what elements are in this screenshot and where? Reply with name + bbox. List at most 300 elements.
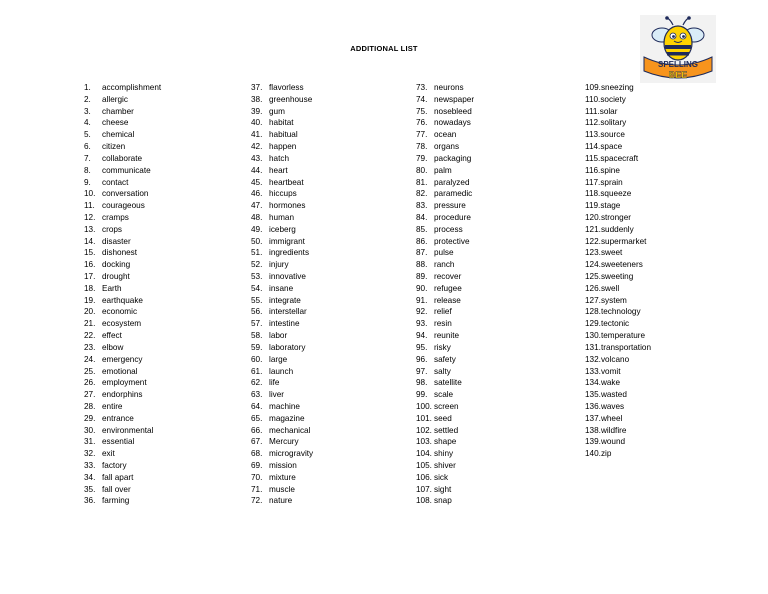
item-number: 11. bbox=[84, 201, 95, 211]
list-item bbox=[416, 129, 474, 141]
item-word: waves bbox=[600, 401, 625, 411]
item-word: release bbox=[434, 295, 461, 305]
list-item bbox=[585, 117, 651, 129]
item-word: snap bbox=[434, 496, 452, 506]
list-item bbox=[251, 448, 313, 460]
list-item bbox=[585, 212, 651, 224]
item-word: essential bbox=[102, 437, 135, 447]
item-word: settled bbox=[434, 425, 459, 435]
list-item bbox=[251, 165, 313, 177]
item-word: life bbox=[269, 378, 280, 388]
list-item bbox=[84, 460, 161, 472]
item-number: 70. bbox=[251, 472, 263, 482]
item-number: 9. bbox=[84, 177, 91, 187]
item-word: protective bbox=[434, 236, 470, 246]
list-item bbox=[416, 389, 474, 401]
list-item bbox=[251, 495, 313, 507]
list-item bbox=[84, 165, 161, 177]
list-item bbox=[251, 342, 313, 354]
item-word: innovative bbox=[269, 272, 306, 281]
list-item bbox=[251, 212, 313, 224]
item-number: 3. bbox=[84, 106, 91, 116]
list-item bbox=[84, 448, 161, 460]
item-number: 136. bbox=[585, 401, 601, 411]
list-item bbox=[585, 177, 651, 189]
item-number: 140. bbox=[585, 449, 601, 459]
list-item bbox=[84, 342, 161, 354]
word-column-1 bbox=[84, 82, 161, 507]
list-item bbox=[585, 129, 651, 141]
item-number: 35. bbox=[84, 484, 96, 494]
item-number: 68. bbox=[251, 449, 263, 459]
item-word: wound bbox=[600, 437, 626, 447]
item-word: space bbox=[600, 142, 623, 152]
item-word: farming bbox=[102, 496, 130, 506]
item-number: 39. bbox=[251, 106, 263, 116]
item-word: solar bbox=[599, 106, 618, 116]
item-number: 117. bbox=[585, 177, 601, 187]
item-number: 56. bbox=[251, 307, 263, 317]
list-item bbox=[84, 401, 161, 413]
item-word: zip bbox=[600, 449, 612, 459]
item-word: source bbox=[600, 130, 625, 140]
item-word: exit bbox=[102, 449, 115, 459]
item-word: safety bbox=[434, 354, 456, 364]
list-item bbox=[84, 330, 161, 342]
item-number: 133. bbox=[585, 366, 601, 376]
item-word: fall apart bbox=[102, 472, 134, 482]
list-item bbox=[585, 141, 651, 153]
item-number: 4. bbox=[84, 118, 91, 128]
logo-text-spelling: SPELLING bbox=[657, 60, 699, 69]
list-item bbox=[416, 165, 474, 177]
item-word: heart bbox=[269, 165, 288, 175]
item-word: wasted bbox=[600, 390, 627, 400]
item-number: 99. bbox=[416, 390, 428, 400]
list-item bbox=[84, 259, 161, 271]
item-word: nowadays bbox=[434, 118, 471, 128]
item-word: earthquake bbox=[102, 295, 143, 305]
list-item bbox=[585, 377, 651, 389]
item-word: crops bbox=[102, 224, 123, 234]
list-item bbox=[416, 259, 474, 271]
item-word: chemical bbox=[102, 130, 135, 140]
item-number: 38. bbox=[251, 94, 263, 104]
list-item bbox=[251, 259, 313, 271]
list-item bbox=[84, 366, 161, 378]
list-item bbox=[251, 224, 313, 236]
item-word: mission bbox=[269, 461, 297, 470]
item-word: stronger bbox=[600, 212, 631, 222]
list-item bbox=[251, 129, 313, 141]
item-word: docking bbox=[102, 260, 131, 270]
list-item bbox=[416, 472, 474, 484]
list-item bbox=[84, 318, 161, 330]
item-word: contact bbox=[102, 177, 129, 187]
item-number: 87. bbox=[416, 248, 428, 258]
item-word: sneezing bbox=[600, 83, 634, 92]
item-word: accomplishment bbox=[102, 83, 162, 92]
list-item bbox=[416, 153, 474, 165]
item-number: 78. bbox=[416, 142, 428, 152]
list-item bbox=[251, 318, 313, 330]
item-number: 15. bbox=[84, 248, 96, 258]
item-number: 82. bbox=[416, 189, 428, 199]
item-number: 74. bbox=[416, 94, 428, 104]
item-number: 54. bbox=[251, 283, 263, 293]
item-word: machine bbox=[269, 401, 300, 411]
item-word: vomit bbox=[600, 366, 621, 376]
item-word: cheese bbox=[102, 118, 129, 128]
item-number: 50. bbox=[251, 236, 263, 246]
item-word: seed bbox=[434, 413, 452, 423]
item-number: 94. bbox=[416, 331, 428, 341]
item-number: 86. bbox=[416, 236, 428, 246]
item-number: 134. bbox=[585, 378, 601, 388]
list-item bbox=[416, 436, 474, 448]
item-number: 109. bbox=[585, 83, 601, 92]
item-word: spine bbox=[600, 165, 620, 175]
list-item bbox=[251, 401, 313, 413]
item-word: sick bbox=[434, 472, 449, 482]
list-item bbox=[585, 342, 651, 354]
item-word: sight bbox=[434, 484, 452, 494]
item-number: 32. bbox=[84, 449, 96, 459]
list-item bbox=[251, 94, 313, 106]
item-word: resin bbox=[434, 319, 452, 329]
item-number: 130. bbox=[585, 331, 601, 341]
item-number: 29. bbox=[84, 413, 96, 423]
item-word: labor bbox=[269, 331, 288, 341]
item-word: pressure bbox=[434, 201, 466, 211]
item-word: liver bbox=[269, 390, 285, 400]
item-word: emergency bbox=[102, 354, 143, 364]
list-item bbox=[416, 106, 474, 118]
item-number: 97. bbox=[416, 366, 428, 376]
item-number: 46. bbox=[251, 189, 263, 199]
item-word: Mercury bbox=[269, 437, 299, 447]
list-item bbox=[416, 117, 474, 129]
item-number: 23. bbox=[84, 342, 96, 352]
item-word: entire bbox=[102, 401, 123, 411]
list-item bbox=[416, 460, 474, 472]
item-word: injury bbox=[269, 260, 289, 270]
list-item bbox=[251, 460, 313, 472]
item-word: happen bbox=[269, 142, 297, 152]
list-item bbox=[416, 247, 474, 259]
item-number: 115. bbox=[585, 153, 601, 163]
list-item bbox=[416, 495, 474, 507]
item-word: technology bbox=[600, 307, 641, 317]
list-item bbox=[585, 436, 651, 448]
item-number: 120. bbox=[585, 212, 601, 222]
list-item bbox=[84, 377, 161, 389]
item-number: 110. bbox=[585, 94, 601, 104]
word-column-3 bbox=[416, 82, 474, 507]
item-number: 104. bbox=[416, 449, 432, 459]
list-item bbox=[251, 354, 313, 366]
item-word: elbow bbox=[102, 342, 124, 352]
list-item bbox=[84, 212, 161, 224]
item-word: recover bbox=[434, 272, 462, 281]
item-number: 85. bbox=[416, 224, 428, 234]
item-number: 121. bbox=[585, 224, 601, 234]
list-item bbox=[251, 177, 313, 189]
list-item bbox=[84, 82, 161, 94]
item-number: 88. bbox=[416, 260, 428, 270]
list-item bbox=[251, 366, 313, 378]
item-word: hatch bbox=[269, 153, 290, 163]
list-item bbox=[416, 342, 474, 354]
item-word: habitual bbox=[269, 130, 298, 140]
word-column-2 bbox=[251, 82, 313, 507]
item-number: 132. bbox=[585, 354, 601, 364]
item-number: 83. bbox=[416, 201, 428, 211]
item-word: reunite bbox=[434, 331, 460, 341]
item-word: communicate bbox=[102, 165, 151, 175]
item-word: society bbox=[600, 94, 626, 104]
list-item bbox=[416, 354, 474, 366]
item-number: 125. bbox=[585, 272, 601, 281]
item-word: sweet bbox=[600, 248, 623, 258]
item-number: 47. bbox=[251, 201, 263, 211]
list-item bbox=[84, 436, 161, 448]
item-number: 16. bbox=[84, 260, 96, 270]
item-number: 26. bbox=[84, 378, 96, 388]
item-number: 131. bbox=[585, 342, 601, 352]
item-word: procedure bbox=[434, 212, 471, 222]
list-item bbox=[416, 366, 474, 378]
item-word: flavorless bbox=[269, 83, 304, 92]
item-number: 139. bbox=[585, 437, 601, 447]
item-word: hormones bbox=[269, 201, 306, 211]
item-number: 12. bbox=[84, 212, 96, 222]
item-word: heartbeat bbox=[269, 177, 304, 187]
list-item bbox=[84, 94, 161, 106]
list-item bbox=[84, 306, 161, 318]
item-number: 57. bbox=[251, 319, 263, 329]
list-item bbox=[251, 188, 313, 200]
item-number: 33. bbox=[84, 461, 96, 470]
item-number: 2. bbox=[84, 94, 91, 104]
item-number: 95. bbox=[416, 342, 428, 352]
item-word: iceberg bbox=[269, 224, 296, 234]
item-number: 105. bbox=[416, 461, 432, 470]
item-number: 34. bbox=[84, 472, 96, 482]
item-word: citizen bbox=[102, 142, 126, 152]
list-item bbox=[251, 82, 313, 94]
item-number: 112. bbox=[585, 118, 601, 128]
item-number: 100. bbox=[416, 401, 432, 411]
item-word: stage bbox=[600, 201, 621, 211]
item-number: 138. bbox=[585, 425, 601, 435]
item-word: scale bbox=[434, 390, 454, 400]
list-item bbox=[251, 247, 313, 259]
list-item bbox=[84, 472, 161, 484]
item-number: 13. bbox=[84, 224, 96, 234]
item-number: 135. bbox=[585, 390, 601, 400]
item-word: mixture bbox=[269, 472, 296, 482]
list-item bbox=[84, 129, 161, 141]
spelling-bee-logo bbox=[640, 15, 716, 83]
item-word: risky bbox=[434, 342, 451, 352]
item-number: 14. bbox=[84, 236, 96, 246]
item-number: 30. bbox=[84, 425, 96, 435]
item-number: 7. bbox=[84, 153, 91, 163]
item-number: 40. bbox=[251, 118, 263, 128]
item-word: effect bbox=[102, 331, 122, 341]
list-item bbox=[84, 177, 161, 189]
item-word: fall over bbox=[102, 484, 131, 494]
item-word: intestine bbox=[269, 319, 300, 329]
item-number: 62. bbox=[251, 378, 263, 388]
item-number: 106. bbox=[416, 472, 432, 482]
item-word: conversation bbox=[102, 189, 149, 199]
item-number: 49. bbox=[251, 224, 263, 234]
item-number: 122. bbox=[585, 236, 601, 246]
list-item bbox=[84, 271, 161, 283]
item-number: 69. bbox=[251, 461, 263, 470]
list-item bbox=[251, 389, 313, 401]
item-word: organs bbox=[434, 142, 460, 152]
item-number: 79. bbox=[416, 153, 428, 163]
item-number: 25. bbox=[84, 366, 96, 376]
item-number: 53. bbox=[251, 272, 263, 281]
list-item bbox=[585, 153, 651, 165]
item-word: collaborate bbox=[102, 153, 143, 163]
list-item bbox=[585, 330, 651, 342]
item-number: 119. bbox=[585, 201, 601, 211]
item-word: shiver bbox=[434, 461, 456, 470]
item-number: 116. bbox=[585, 165, 601, 175]
list-item bbox=[251, 117, 313, 129]
item-number: 71. bbox=[251, 484, 263, 494]
item-word: swell bbox=[600, 283, 620, 293]
list-item bbox=[585, 306, 651, 318]
item-number: 45. bbox=[251, 177, 263, 187]
list-item bbox=[84, 153, 161, 165]
item-word: economic bbox=[102, 307, 138, 317]
item-number: 18. bbox=[84, 283, 96, 293]
item-word: process bbox=[434, 224, 463, 234]
item-number: 72. bbox=[251, 496, 263, 506]
item-word: drought bbox=[102, 272, 130, 281]
item-number: 51. bbox=[251, 248, 263, 258]
item-number: 76. bbox=[416, 118, 428, 128]
list-item bbox=[251, 436, 313, 448]
item-number: 17. bbox=[84, 272, 96, 281]
item-number: 126. bbox=[585, 283, 601, 293]
list-item bbox=[416, 212, 474, 224]
item-number: 113. bbox=[585, 130, 601, 140]
item-number: 93. bbox=[416, 319, 428, 329]
item-number: 61. bbox=[251, 366, 263, 376]
list-item bbox=[416, 413, 474, 425]
item-word: tectonic bbox=[600, 319, 630, 329]
item-number: 21. bbox=[84, 319, 96, 329]
item-word: Earth bbox=[102, 283, 122, 293]
list-item bbox=[416, 177, 474, 189]
list-item bbox=[84, 413, 161, 425]
item-word: entrance bbox=[102, 413, 134, 423]
item-number: 58. bbox=[251, 331, 263, 341]
page-title: ADDITIONAL LIST bbox=[350, 44, 418, 53]
list-item bbox=[84, 484, 161, 496]
list-item bbox=[585, 106, 651, 118]
item-word: satellite bbox=[434, 378, 462, 388]
item-number: 84. bbox=[416, 212, 428, 222]
item-number: 5. bbox=[84, 130, 91, 140]
item-word: large bbox=[269, 354, 288, 364]
item-word: paramedic bbox=[434, 189, 473, 199]
item-word: wildfire bbox=[600, 425, 627, 435]
list-item bbox=[416, 318, 474, 330]
item-word: greenhouse bbox=[269, 94, 313, 104]
item-word: microgravity bbox=[269, 449, 314, 459]
item-word: palm bbox=[434, 165, 452, 175]
item-number: 66. bbox=[251, 425, 263, 435]
item-word: endorphins bbox=[102, 390, 143, 400]
list-item bbox=[416, 295, 474, 307]
list-item bbox=[84, 200, 161, 212]
list-item bbox=[251, 236, 313, 248]
item-word: volcano bbox=[600, 354, 630, 364]
word-column-4 bbox=[585, 82, 651, 460]
item-number: 124. bbox=[585, 260, 601, 270]
list-item bbox=[84, 236, 161, 248]
list-item bbox=[416, 283, 474, 295]
list-item bbox=[251, 153, 313, 165]
item-number: 101. bbox=[416, 413, 432, 423]
item-number: 19. bbox=[84, 295, 96, 305]
item-number: 60. bbox=[251, 354, 263, 364]
list-item bbox=[84, 495, 161, 507]
item-number: 41. bbox=[251, 130, 263, 140]
item-number: 73. bbox=[416, 83, 428, 92]
item-word: disaster bbox=[102, 236, 131, 246]
item-word: muscle bbox=[269, 484, 295, 494]
item-number: 63. bbox=[251, 390, 263, 400]
item-word: ecosystem bbox=[102, 319, 142, 329]
list-item bbox=[251, 377, 313, 389]
item-word: insane bbox=[269, 283, 294, 293]
list-item bbox=[251, 306, 313, 318]
list-item bbox=[585, 247, 651, 259]
item-word: interstellar bbox=[269, 307, 307, 317]
list-item bbox=[251, 472, 313, 484]
item-word: nosebleed bbox=[434, 106, 472, 116]
list-item bbox=[416, 330, 474, 342]
list-item bbox=[416, 401, 474, 413]
list-item bbox=[585, 413, 651, 425]
item-number: 98. bbox=[416, 378, 428, 388]
item-number: 20. bbox=[84, 307, 96, 317]
item-number: 67. bbox=[251, 437, 263, 447]
item-word: sweeting bbox=[600, 272, 634, 281]
item-number: 52. bbox=[251, 260, 263, 270]
item-number: 89. bbox=[416, 272, 428, 281]
item-number: 22. bbox=[84, 331, 96, 341]
item-word: newspaper bbox=[434, 94, 475, 104]
item-word: sweeteners bbox=[600, 260, 643, 270]
item-number: 1. bbox=[84, 83, 91, 92]
list-item bbox=[585, 448, 651, 460]
list-item bbox=[585, 283, 651, 295]
list-item bbox=[251, 141, 313, 153]
list-item bbox=[416, 484, 474, 496]
item-number: 108. bbox=[416, 496, 432, 506]
item-word: human bbox=[269, 212, 295, 222]
